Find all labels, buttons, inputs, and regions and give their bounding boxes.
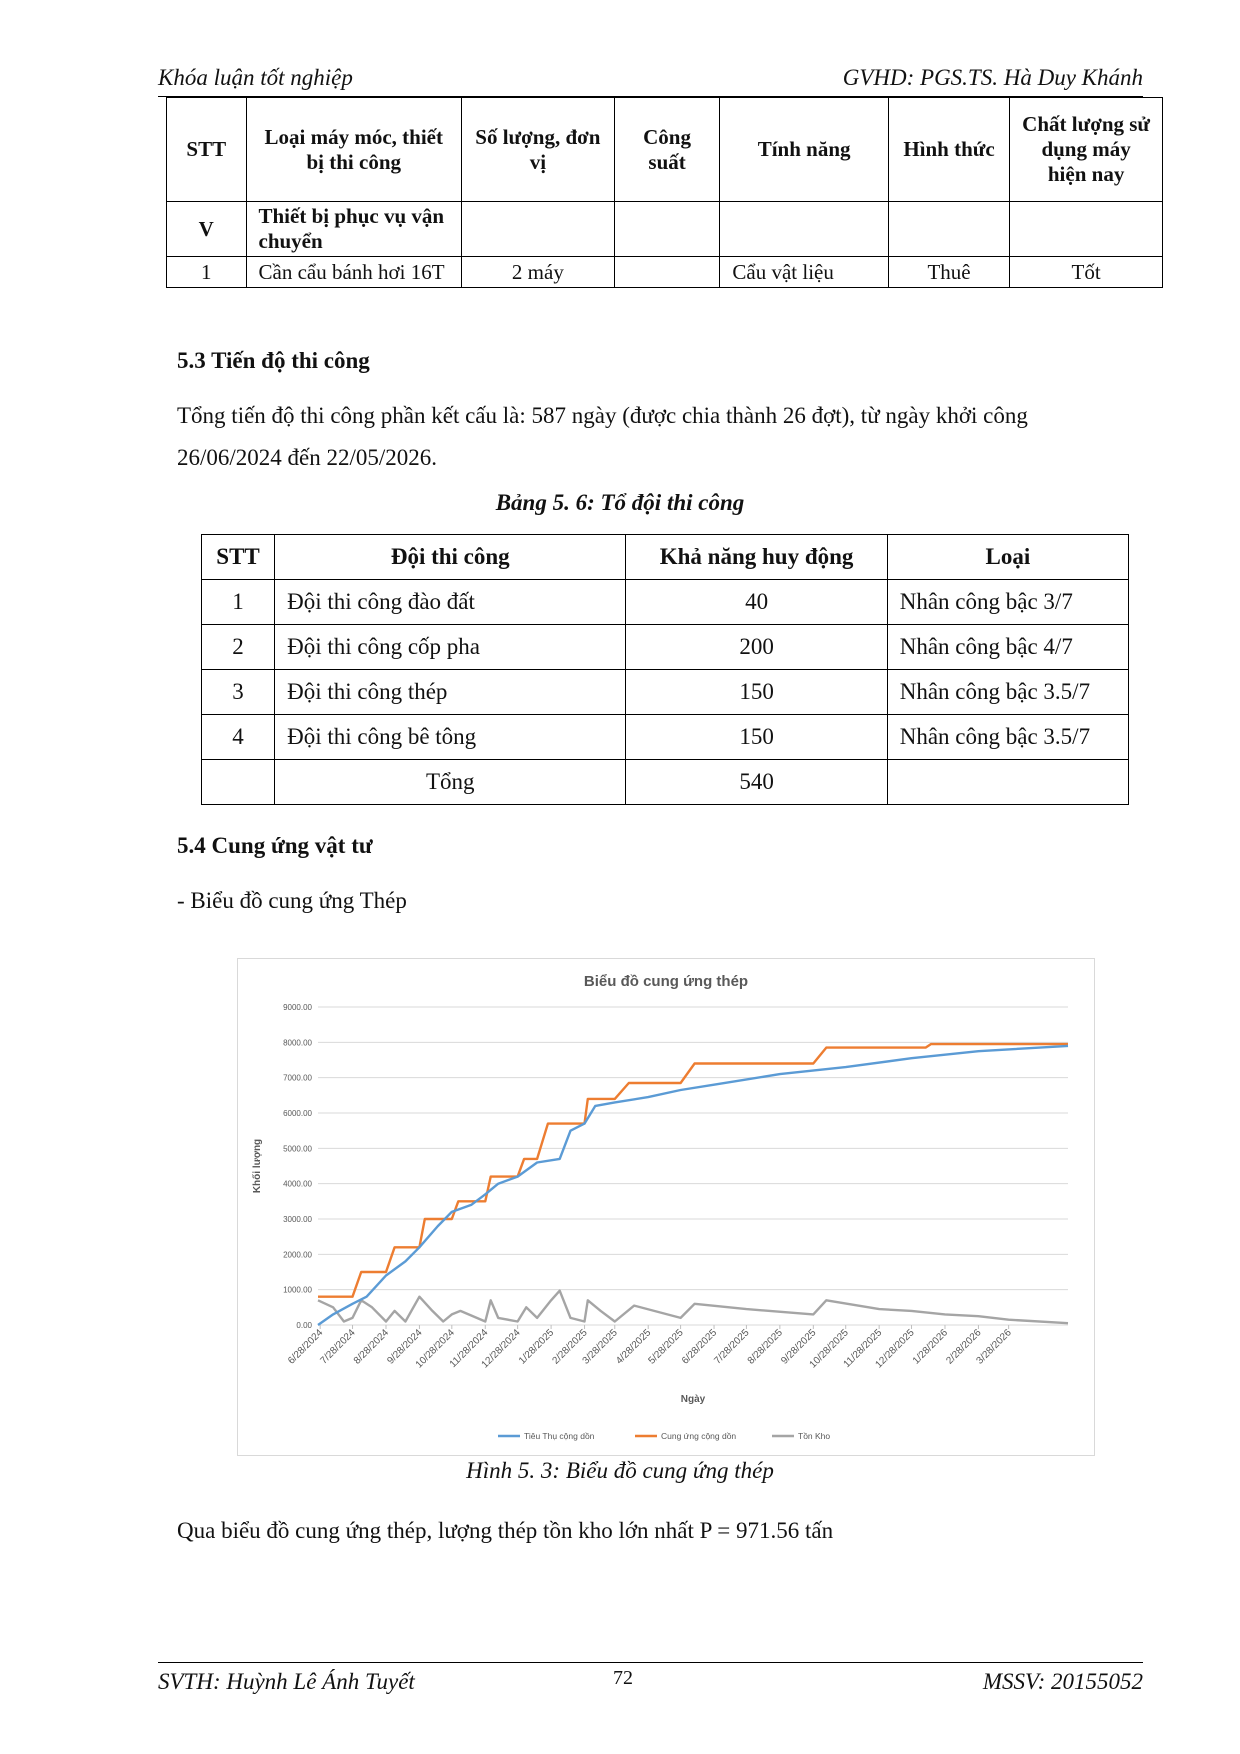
team-table (201, 534, 1129, 805)
x-tick-label: 7/28/2025 (712, 1327, 752, 1367)
col-header: Loại máy móc, thiết bị thi công (246, 98, 462, 202)
x-tick-label: 6/28/2025 (679, 1327, 720, 1367)
equipment-table (166, 97, 1163, 288)
x-tick-label: 12/28/2025 (873, 1327, 917, 1371)
y-tick-label: 4000.00 (283, 1179, 312, 1189)
cell: Thuê (888, 257, 1009, 288)
paragraph: Tổng tiến độ thi công phần kết cấu là: 587 ngày (được chia thành 26 đợt), từ ngày khởi công 26/06/2024 đến 22/05/2026. (177, 403, 1028, 470)
x-tick-label: 1/28/2025 (516, 1327, 557, 1367)
cell: 1 (202, 580, 275, 625)
col-header: STT (167, 98, 247, 202)
x-axis-label: Ngày (680, 1394, 706, 1405)
y-tick-label: 5000.00 (283, 1144, 312, 1154)
legend-label: Cung ứng cộng dồn (661, 1431, 737, 1441)
series-line (318, 1046, 1068, 1325)
x-tick-label: 1/28/2026 (910, 1327, 951, 1367)
x-tick-label: 11/28/2025 (841, 1327, 885, 1370)
x-tick-label: 3/28/2025 (580, 1327, 620, 1367)
x-tick-label: 9/28/2025 (779, 1327, 819, 1367)
table-caption: Bảng 5. 6: Tổ đội thi công (495, 490, 745, 515)
cell: Nhân công bậc 3/7 (887, 580, 1128, 625)
x-tick-label: 10/28/2024 (413, 1327, 457, 1371)
page-footer (158, 1662, 1143, 1697)
col-header: STT (202, 535, 275, 580)
equipment-header-row (167, 98, 1163, 202)
cell: 1 (167, 257, 247, 288)
x-tick-label: 10/28/2025 (807, 1327, 851, 1371)
header-right: GVHD: PGS.TS. Hà Duy Khánh (842, 65, 1143, 90)
cell: Nhân công bậc 3.5/7 (887, 715, 1128, 760)
series-line (318, 1291, 1068, 1324)
group-stt: V (167, 202, 247, 257)
cell (614, 257, 720, 288)
cell: Cần cẩu bánh hơi 16T (246, 257, 462, 288)
x-tick-label: 5/28/2025 (646, 1327, 686, 1367)
section-heading: 5.4 Cung ứng vật tư (177, 833, 373, 858)
y-tick-label: 7000.00 (283, 1073, 312, 1083)
series-line (318, 1044, 1068, 1297)
col-header: Loại (887, 535, 1128, 580)
cell: Đội thi công cốp pha (275, 625, 626, 670)
legend-label: Tiêu Thụ cộng dồn (524, 1431, 595, 1441)
total-value: 540 (626, 760, 887, 805)
y-tick-label: 2000.00 (283, 1250, 312, 1260)
y-tick-label: 1000.00 (283, 1285, 312, 1295)
total-label: Tổng (275, 760, 626, 805)
y-axis-label: Khối lượng (252, 1138, 263, 1194)
cell: 2 máy (462, 257, 615, 288)
section-heading: 5.3 Tiến độ thi công (177, 348, 370, 373)
col-header: Đội thi công (275, 535, 626, 580)
x-tick-label: 2/28/2025 (550, 1327, 590, 1367)
page-number: 72 (613, 1667, 633, 1689)
y-tick-label: 8000.00 (283, 1038, 312, 1048)
col-header: Khả năng huy động (626, 535, 887, 580)
x-tick-label: 8/28/2025 (745, 1327, 785, 1367)
cell: Nhân công bậc 4/7 (887, 625, 1128, 670)
table-row (202, 715, 1129, 760)
footer-student-id: MSSV: 20155052 (982, 1669, 1143, 1694)
col-header: Công suất (614, 98, 720, 202)
footer-author: SVTH: Huỳnh Lê Ánh Tuyết (158, 1669, 415, 1694)
steel-supply-chart (238, 959, 1094, 1455)
cell: Tốt (1010, 257, 1163, 288)
conclusion-text: Qua biểu đồ cung ứng thép, lượng thép tồn kho lớn nhất P = 971.56 tấn (177, 1518, 834, 1543)
y-tick-label: 3000.00 (283, 1215, 312, 1224)
cell: 150 (626, 715, 887, 760)
x-tick-label: 12/28/2024 (479, 1327, 523, 1371)
x-tick-label: 6/28/2024 (286, 1327, 326, 1367)
table-row (167, 202, 1163, 257)
y-tick-label: 9000.00 (283, 1003, 312, 1012)
chart-title: Biểu đồ cung ứng thép (583, 973, 749, 990)
cell: 4 (202, 715, 275, 760)
table-row (202, 625, 1129, 670)
cell: 40 (626, 580, 887, 625)
cell: 200 (626, 625, 887, 670)
x-tick-label: 3/28/2026 (974, 1327, 1014, 1367)
cell: Nhân công bậc 3.5/7 (887, 670, 1128, 715)
legend-label: Tồn Kho (798, 1431, 831, 1441)
col-header: Chất lượng sử dụng máy hiện nay (1010, 98, 1163, 202)
x-tick-label: 2/28/2026 (944, 1327, 984, 1367)
y-tick-label: 0.00 (296, 1321, 312, 1330)
x-tick-label: 8/28/2024 (351, 1327, 392, 1367)
table-row (167, 257, 1163, 288)
chart-container (237, 958, 1095, 1456)
bullet-item: - Biểu đồ cung ứng Thép (177, 888, 407, 913)
group-name: Thiết bị phục vụ vận chuyển (246, 202, 462, 257)
cell: Đội thi công bê tông (275, 715, 626, 760)
page-header (158, 62, 1143, 97)
y-tick-label: 6000.00 (283, 1109, 312, 1118)
cell: 3 (202, 670, 275, 715)
header-left: Khóa luận tốt nghiệp (158, 65, 353, 90)
team-header-row (202, 535, 1129, 580)
x-tick-label: 7/28/2024 (318, 1327, 358, 1367)
total-row (202, 760, 1129, 805)
x-tick-label: 11/28/2024 (447, 1327, 491, 1370)
figure-caption: Hình 5. 3: Biểu đồ cung ứng thép (466, 1458, 774, 1483)
cell: Đội thi công thép (275, 670, 626, 715)
col-header: Tính năng (720, 98, 888, 202)
cell: 2 (202, 625, 275, 670)
cell: Cẩu vật liệu (720, 257, 888, 288)
table-row (202, 670, 1129, 715)
cell: Đội thi công đào đất (275, 580, 626, 625)
cell: 150 (626, 670, 887, 715)
x-tick-label: 9/28/2024 (385, 1327, 425, 1367)
x-tick-label: 4/28/2025 (614, 1327, 654, 1367)
col-header: Hình thức (888, 98, 1009, 202)
col-header: Số lượng, đơn vị (462, 98, 615, 202)
table-row (202, 580, 1129, 625)
